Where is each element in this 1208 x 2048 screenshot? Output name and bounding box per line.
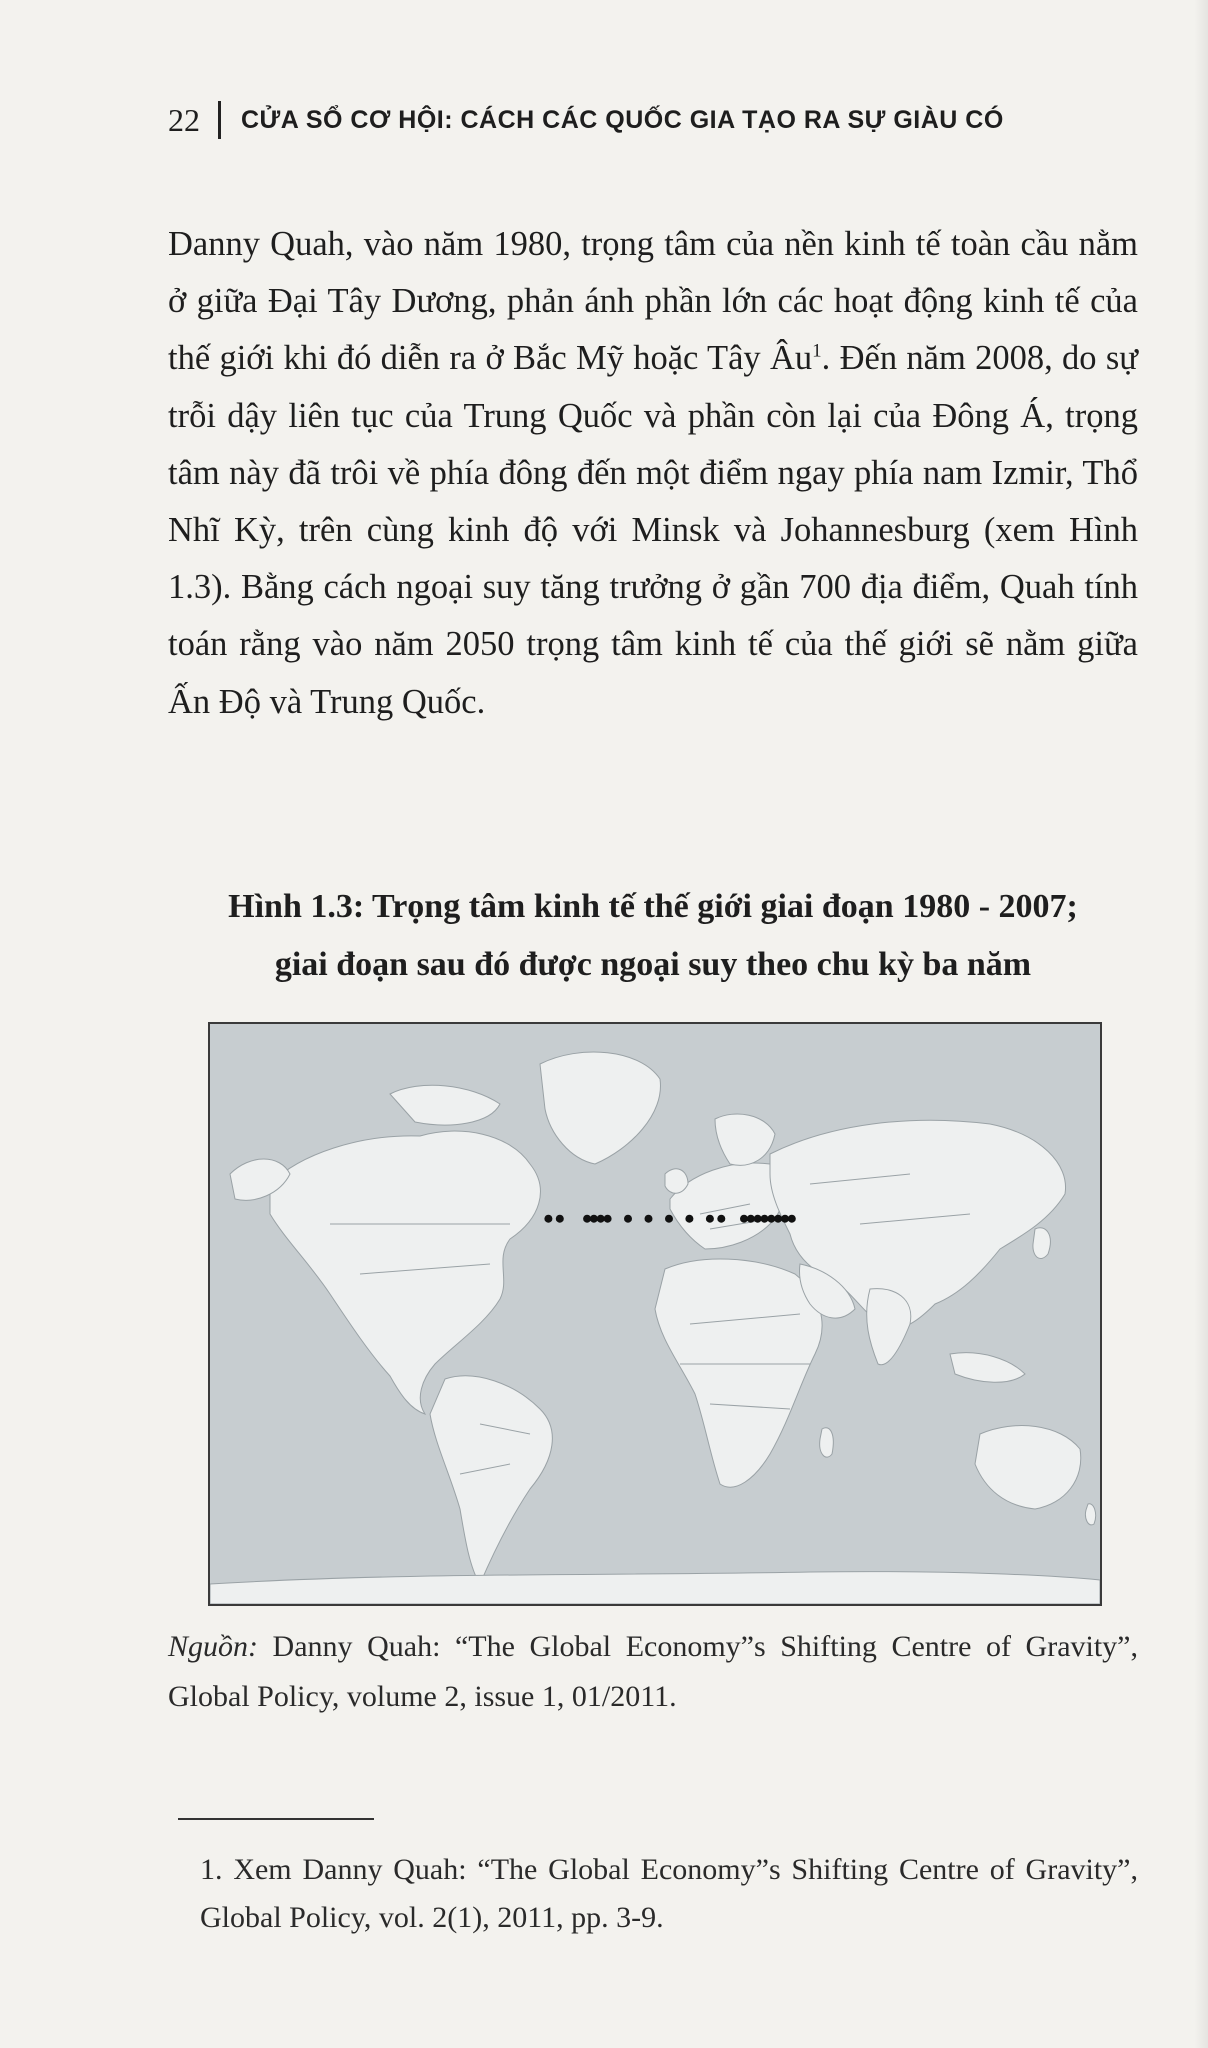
greenland [540, 1052, 660, 1164]
figure-caption-line-2: giai đoạn sau đó được ngoại suy theo chu kỳ ba năm [274, 946, 1032, 983]
world-map [210, 1024, 1100, 1604]
india [867, 1289, 911, 1365]
southeast-asia-islands [950, 1353, 1025, 1383]
center-of-gravity-point-11 [717, 1215, 725, 1223]
footnote-marker: 1 [812, 340, 822, 362]
center-of-gravity-point-13 [747, 1215, 755, 1223]
center-of-gravity-path [544, 1215, 795, 1223]
center-of-gravity-point-9 [685, 1215, 693, 1223]
center-of-gravity-point-1 [556, 1215, 564, 1223]
scandinavia [715, 1114, 775, 1165]
header-separator [218, 101, 221, 139]
figure-source [168, 1622, 1138, 1722]
book-title: CỬA SỔ CƠ HỘI: CÁCH CÁC QUỐC GIA TẠO RA SỰ GIÀU CÓ [241, 105, 1004, 134]
arctic-islands [390, 1085, 500, 1125]
center-of-gravity-point-2 [583, 1215, 591, 1223]
new-zealand [1085, 1504, 1095, 1525]
world-map-figure [208, 1022, 1102, 1606]
page-number: 22 [168, 101, 200, 138]
australia [975, 1426, 1081, 1509]
south-america [430, 1376, 552, 1584]
center-of-gravity-point-7 [645, 1215, 653, 1223]
madagascar [820, 1428, 834, 1457]
source-label: Nguồn: [168, 1630, 258, 1663]
africa [655, 1259, 822, 1487]
figure-caption-line-1: Hình 1.3: Trọng tâm kinh tế thế giới giai đoạn 1980 - 2007; [228, 888, 1078, 925]
paragraph-part-1: Danny Quah, vào năm 1980, trọng tâm của nền kinh tế toàn cầu nằm ở giữa Đại Tây Dương, phản ánh phần lớn các hoạt động kinh tế của thế giới khi đó diễn ra ở Bắc Mỹ hoặc Tây Âu [168, 225, 1138, 378]
center-of-gravity-point-19 [788, 1215, 796, 1223]
body-text [168, 216, 1138, 731]
figure-caption [168, 878, 1138, 994]
center-of-gravity-point-6 [624, 1215, 632, 1223]
center-of-gravity-point-10 [706, 1215, 714, 1223]
british-isles [665, 1169, 688, 1193]
center-of-gravity-point-0 [544, 1215, 552, 1223]
footnote [178, 1846, 1138, 1942]
north-america [270, 1131, 540, 1414]
japan [1033, 1228, 1050, 1259]
center-of-gravity-point-8 [665, 1215, 673, 1223]
footnote-rule [178, 1818, 374, 1820]
footnote-text: 1. Xem Danny Quah: “The Global Economy”s Shifting Centre of Gravity”, Global Policy, vol. 2(1), 2011, pp. 3-9. [200, 1853, 1138, 1934]
paragraph-part-2: . Đến năm 2008, do sự trỗi dậy liên tục của Trung Quốc và phần còn lại của Đông Á, trọng tâm này đã trôi về phía đông đến một điểm ngay phía nam Izmir, Thổ Nhĩ Kỳ, trên cùng kinh độ với Minsk và Johannesburg (xem Hình 1.3). Bằng cách ngoại suy tăng trưởng ở gần 700 địa điểm, Quah tính toán rằng vào năm 2050 trọng tâm kinh tế của thế giới sẽ nằm giữa Ấn Độ và Trung Quốc. [168, 339, 1138, 721]
center-of-gravity-point-5 [604, 1215, 612, 1223]
source-text: Danny Quah: “The Global Economy”s Shifting Centre of Gravity”, Global Policy, volume 2, issue 1, 01/2011. [168, 1630, 1138, 1713]
continents [210, 1052, 1100, 1604]
running-header [168, 98, 1068, 142]
antarctica [210, 1572, 1100, 1604]
page-edge-shadow [1194, 0, 1208, 2048]
center-of-gravity-point-4 [597, 1215, 605, 1223]
body-paragraph [168, 216, 1138, 731]
center-of-gravity-point-17 [774, 1215, 782, 1223]
